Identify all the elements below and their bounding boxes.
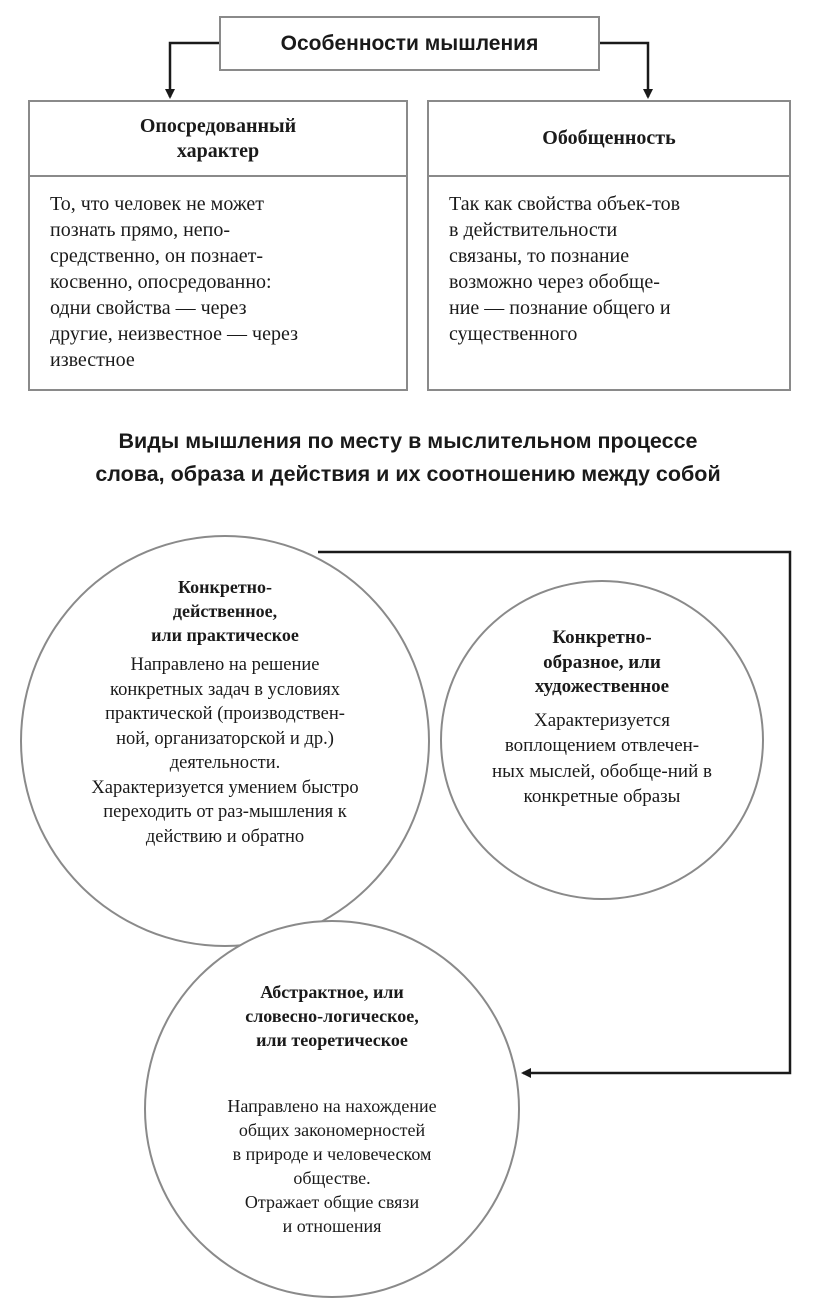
circle-practical-title: Конкретно- действенное, или практическое xyxy=(151,577,299,645)
circle-abstract-text: Направлено на нахождение общих закономерностей в природе и человеческом обществе. Отражает общие связи и отношения xyxy=(227,1096,437,1236)
circle-figurative xyxy=(440,580,764,900)
main-title: Особенности мышления xyxy=(280,31,539,55)
circle-abstract-title: Абстрактное, или словесно-логическое, или теоретическое xyxy=(245,982,419,1050)
circle-abstract xyxy=(144,920,520,1298)
circle-figurative-text: Характеризуется воплощением отвлечен- ных мыслей, обобще-ний в конкретные образы xyxy=(492,709,712,807)
column-mediated-text: То, что человек не может познать прямо, непо- средственно, он познает- косвенно, опосредованно: одни свойства — через другие, неизвестное — через известное xyxy=(50,193,298,371)
circle-practical xyxy=(20,535,430,947)
column-generalization-heading: Обобщенность xyxy=(429,102,789,177)
column-mediated xyxy=(28,100,408,391)
column-mediated-heading: Опосредованный характер xyxy=(30,102,406,177)
column-generalization xyxy=(427,100,791,391)
circle-practical-text: Направлено на решение конкретных задач в условиях практической (производствен- ной, организаторской и др.) деятельности. Характеризуется умением быстро переходить от раз-мышления к действию и обратно xyxy=(91,655,359,847)
arrow-to-left-column xyxy=(170,43,219,97)
arrow-to-right-column xyxy=(600,43,648,97)
circle-figurative-title: Конкретно- образное, или художественное xyxy=(534,627,670,697)
main-title-box xyxy=(219,16,600,71)
column-generalization-text: Так как свойства объек-тов в действительности связаны, то познание возможно через обобще- ние — познание общего и существенного xyxy=(449,193,681,345)
section-title: Виды мышления по месту в мыслительном процессе слова, образа и действия и их соотношению между собой xyxy=(95,429,721,486)
